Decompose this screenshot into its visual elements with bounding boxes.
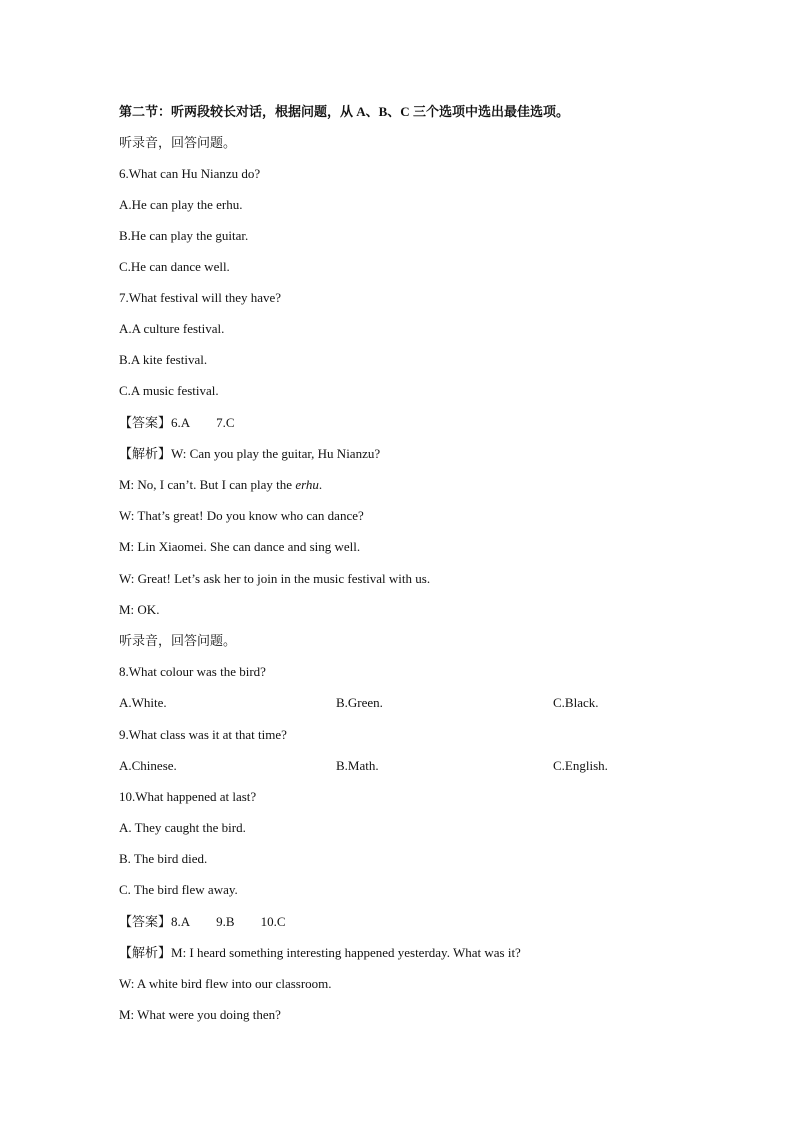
transcript-line: M: OK. [119,602,160,617]
transcript-line: W: Can you play the guitar, Hu Nianzu? [171,446,381,461]
answer-line-2 [119,914,286,930]
q9-option-b: B.Math. [336,758,379,773]
question-9: 9.What class was it at that time? [119,727,287,742]
transcript-line [119,477,322,493]
transcript-line: W: That’s great! Do you know who can dance? [119,508,364,523]
q7-option-b: B.A kite festival. [119,352,208,367]
transcript-line: W: A white bird flew into our classroom. [119,976,332,991]
q9-option-a: A.Chinese. [119,758,177,773]
transcript-line: M: I heard something interesting happened yesterday. What was it? [171,945,521,960]
erhu-italic: erhu [295,477,319,492]
q8-option-b: B.Green. [336,695,383,710]
transcript-line: M: Lin Xiaomei. She can dance and sing well. [119,539,361,554]
answer-10: 10.C [260,914,286,929]
transcript-line: W: Great! Let’s ask her to join in the music festival with us. [119,571,431,586]
analysis-line-1 [119,446,380,462]
question-10: 10.What happened at last? [119,789,257,804]
answer-9: 9.B [216,914,235,929]
answer-6: 6.A [171,415,191,430]
analysis-label: 【解析】 [119,945,172,960]
answer-7: 7.C [216,415,235,430]
answer-8: 8.A [171,914,191,929]
q6-option-a: A.He can play the erhu. [119,197,243,212]
q6-option-c: C.He can dance well. [119,259,230,274]
question-8: 8.What colour was the bird? [119,664,266,679]
q10-option-c: C. The bird flew away. [119,882,238,897]
section-header: 第二节：听两段较长对话，根据问题，从 A、B、C 三个选项中选出最佳选项。 [119,104,569,119]
answer-line-1 [119,415,235,431]
question-7: 7.What festival will they have? [119,290,282,305]
q9-option-c: C.English. [553,758,608,773]
q7-option-a: A.A culture festival. [119,321,225,336]
transcript-line: M: What were you doing then? [119,1007,281,1022]
question-6: 6.What can Hu Nianzu do? [119,166,261,181]
dialog1-instruction: 听录音，回答问题。 [119,135,237,150]
period: . [318,477,323,492]
q8-option-a: A.White. [119,695,167,710]
q8-option-c: C.Black. [553,695,599,710]
q6-option-b: B.He can play the guitar. [119,228,249,243]
q10-option-a: A. They caught the bird. [119,820,246,835]
q7-option-c: C.A music festival. [119,383,219,398]
dialog2-instruction: 听录音，回答问题。 [119,633,237,648]
analysis-line-2 [119,945,521,961]
analysis-label: 【解析】 [119,446,172,461]
transcript-text: M: No, I can’t. But I can play the [119,477,296,492]
q10-option-b: B. The bird died. [119,851,208,866]
answer-label: 【答案】 [119,914,172,929]
answer-label: 【答案】 [119,415,172,430]
